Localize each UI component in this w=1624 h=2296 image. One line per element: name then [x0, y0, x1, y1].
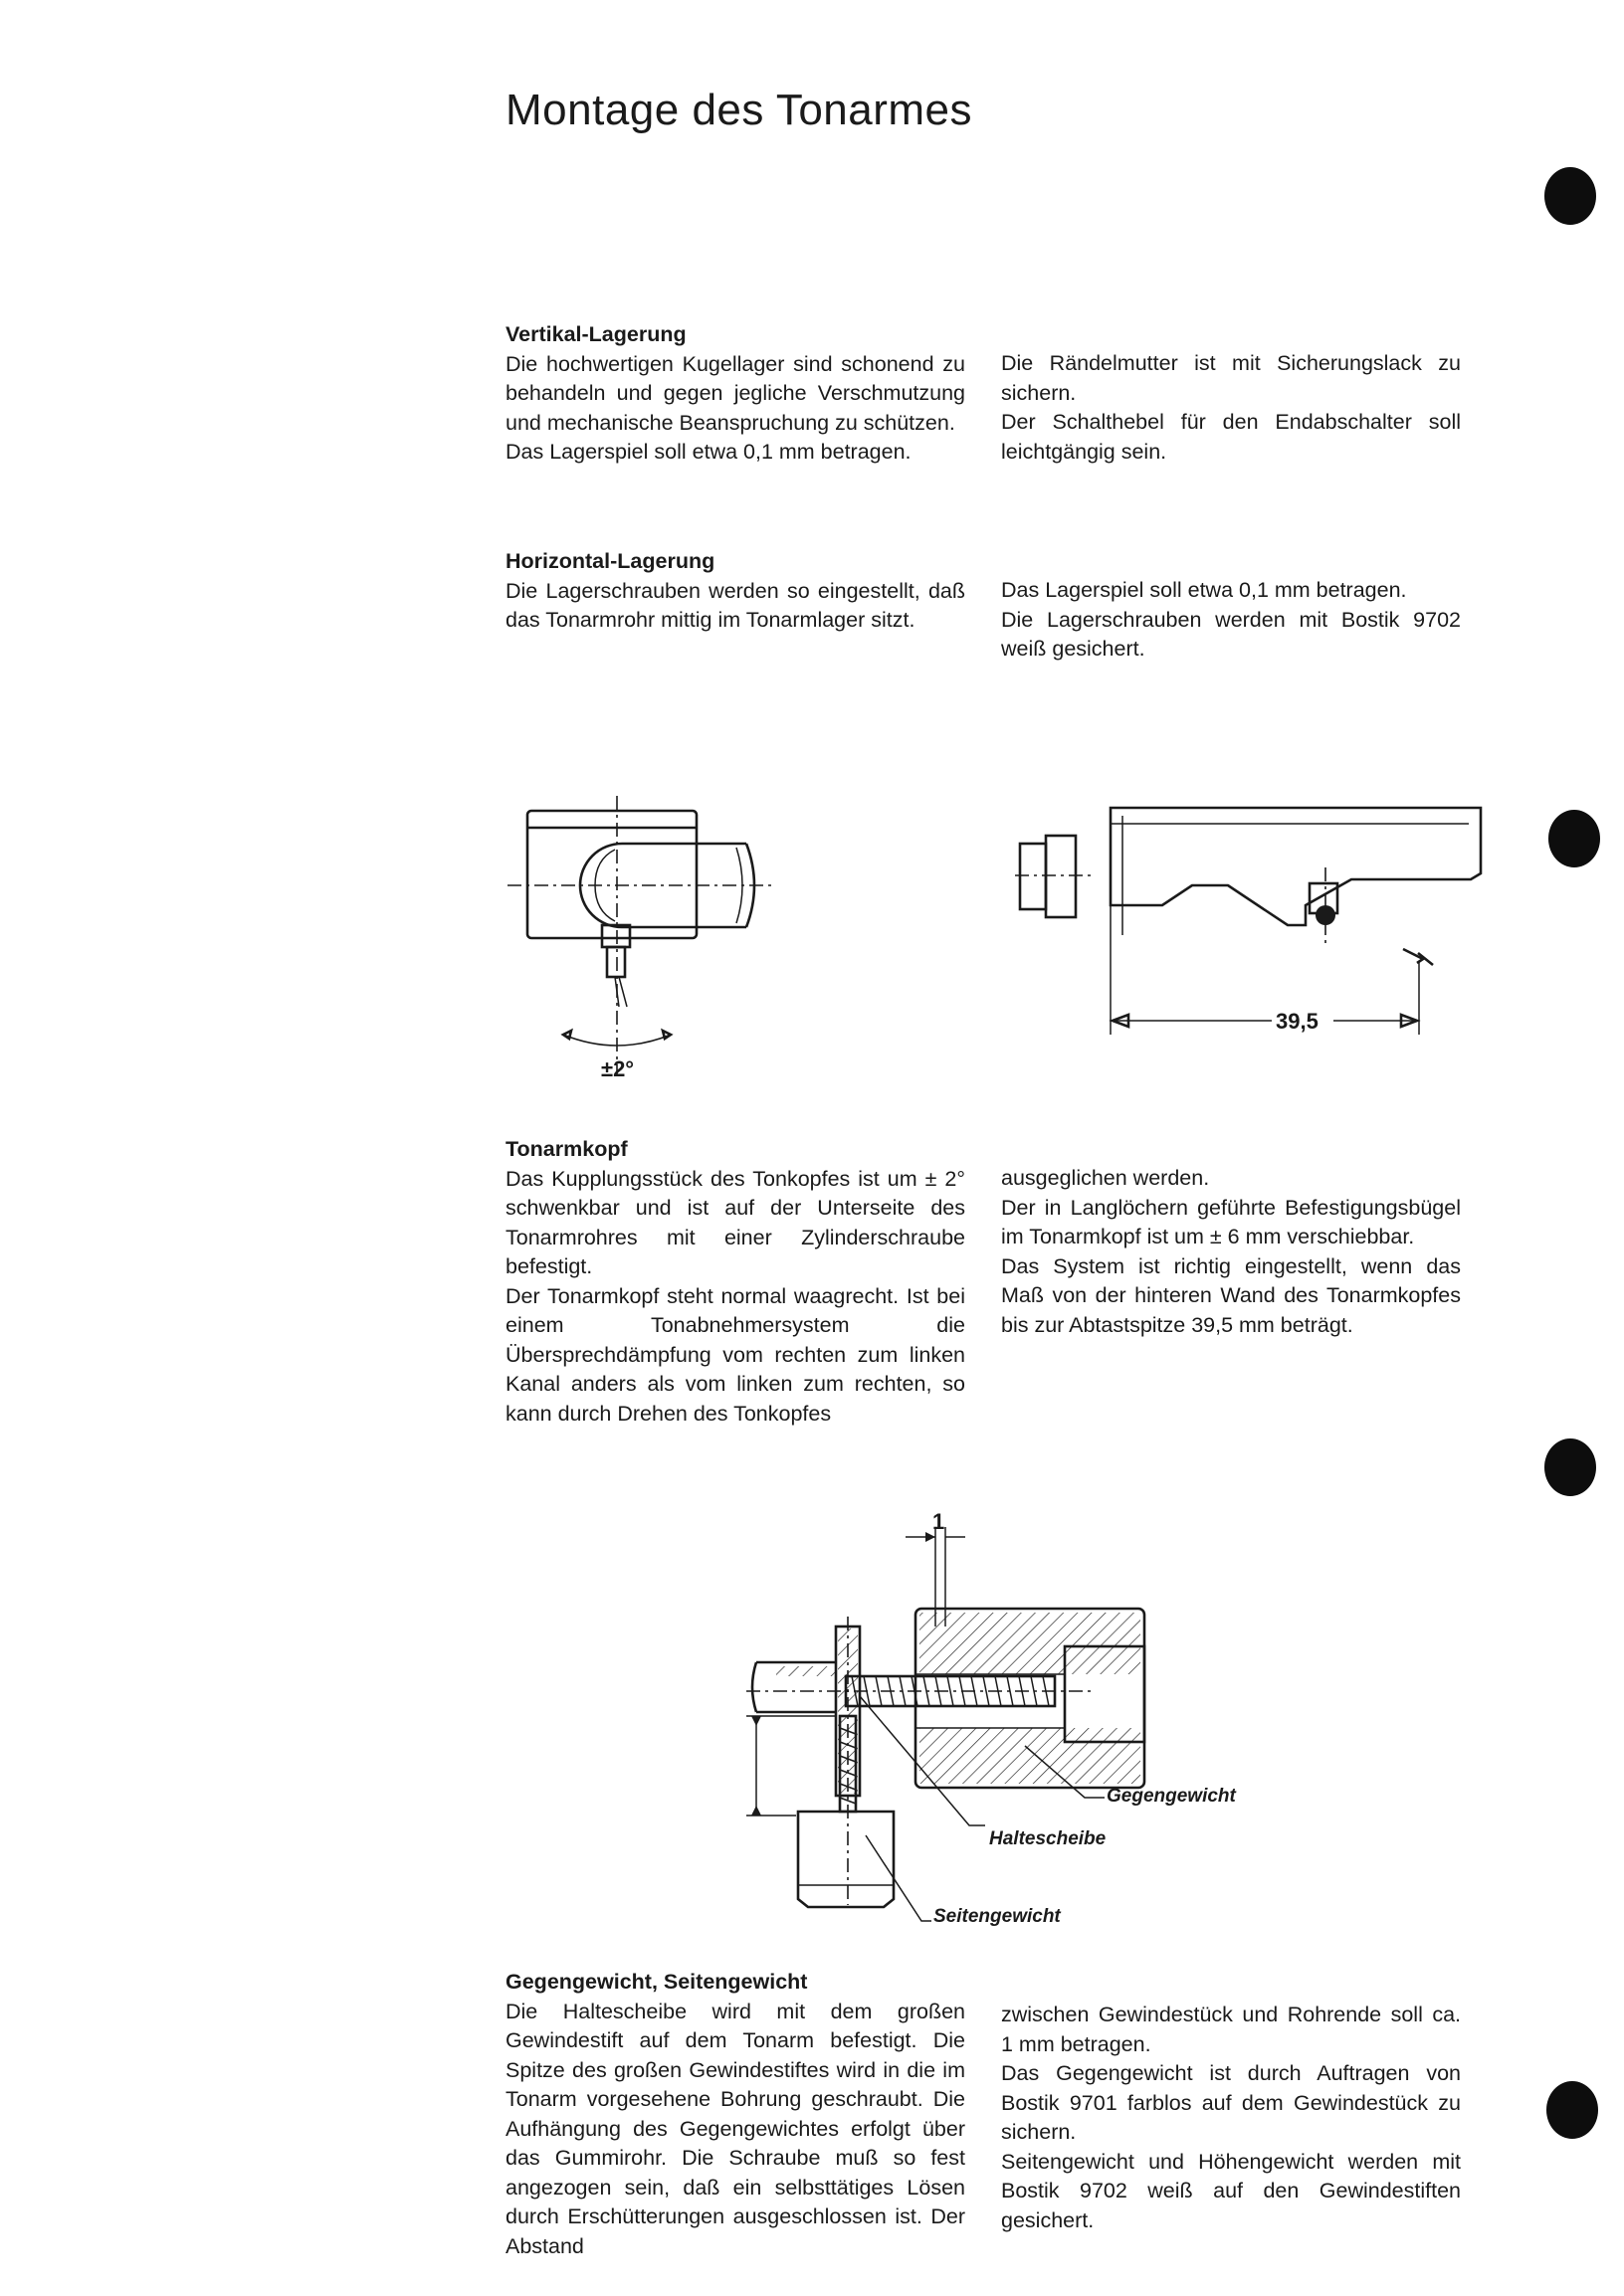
- vertikal-right-p2: Der Schalthebel für den Endabschalter soll leichtgängig sein.: [1001, 410, 1461, 464]
- label-seitengewicht: Seitengewicht: [933, 1906, 1061, 1927]
- gegengewicht-right-p2: Das Gegengewicht ist durch Auftragen von Bostik 9701 farblos auf dem Gewindestück zu sichern.: [1001, 2061, 1461, 2144]
- section-heading-horizontal: Horizontal-Lagerung: [506, 549, 715, 573]
- tonarmkopf-left-p2: Der Tonarmkopf steht normal waagrecht. Ist bei einem Tonabnehmersystem die Übersprechdämpfung vom rechten zum linken Kanal anders als vom linken zum rechten, so kann durch Drehen des Tonkopfes: [506, 1283, 965, 1426]
- vertikal-left-column: [506, 320, 965, 468]
- gegengewicht-right-column: [1001, 2001, 1461, 2235]
- section-heading-gegengewicht: Gegengewicht, Seitengewicht: [506, 1970, 808, 1994]
- horizontal-left-column: [506, 547, 965, 636]
- counterweight-gap-label: 1: [932, 1509, 945, 1534]
- gegengewicht-right-p3: Seitengewicht und Höhengewicht werden mit Bostik 9702 weiß auf den Gewindestiften gesichert.: [1001, 2149, 1461, 2232]
- punch-hole-4: [1546, 2081, 1598, 2139]
- horizontal-right-column: [1001, 576, 1461, 665]
- section-heading-vertikal: Vertikal-Lagerung: [506, 322, 687, 346]
- page-title: Montage des Tonarmes: [506, 86, 973, 134]
- tonarmkopf-left-p1: Das Kupplungsstück des Tonkopfes ist um ± 2° schwenkbar und ist auf der Unterseite des Tonarmrohres mit einer Zylinderschraube befestigt.: [506, 1166, 965, 1278]
- vertikal-left-p1: Die hochwertigen Kugellager sind schonend zu behandeln und gegen jegliche Verschmutzung und mechanische Beanspruchung zu schützen.: [506, 351, 965, 435]
- horizontal-right-p1: Das Lagerspiel soll etwa 0,1 mm betragen.: [1001, 578, 1407, 602]
- tonarmkopf-right-p1: ausgeglichen werden.: [1001, 1166, 1210, 1190]
- gegengewicht-left-column: [506, 1968, 965, 2261]
- tonarmkopf-left-column: [506, 1135, 965, 1429]
- vertikal-right-p1: Die Rändelmutter ist mit Sicherungslack zu sichern.: [1001, 351, 1461, 405]
- gegengewicht-right-p1: zwischen Gewindestück und Rohrende soll ca. 1 mm betragen.: [1001, 2003, 1461, 2056]
- horizontal-right-p2: Die Lagerschrauben werden mit Bostik 9702 weiß gesichert.: [1001, 607, 1461, 661]
- vertikal-left-p2: Das Lagerspiel soll etwa 0,1 mm betragen.: [506, 440, 912, 464]
- section-heading-tonarmkopf: Tonarmkopf: [506, 1137, 628, 1161]
- label-gegengewicht: Gegengewicht: [1107, 1786, 1236, 1807]
- headshell-diagram: [1015, 796, 1473, 1064]
- tonarmkopf-right-p3: Das System ist richtig eingestellt, wenn das Maß von der hinteren Wand des Tonarmkopfes bis zur Abtastspitze 39,5 mm beträgt.: [1001, 1253, 1461, 1337]
- vertikal-right-column: [1001, 349, 1461, 467]
- horizontal-left-p1: Die Lagerschrauben werden so eingestellt, daß das Tonarmrohr mittig im Tonarmlager sitzt.: [506, 578, 965, 632]
- coupling-angle-label: ±2°: [601, 1056, 635, 1081]
- headshell-dimension-label: 39,5: [1276, 1009, 1319, 1034]
- counterweight-diagram: [736, 1509, 1174, 1925]
- punch-hole-1: [1544, 167, 1596, 225]
- tonarmkopf-right-column: [1001, 1164, 1461, 1340]
- gegengewicht-left-p1: Die Haltescheibe wird mit dem großen Gewindestift auf dem Tonarm befestigt. Die Spitze des großen Gewindestiftes wird in die im Tonarm vorgesehene Bohrung geschraubt. Die Aufhängung des Gegengewichtes erfolgt über das Gummirohr. Die Schraube muß so fest angezogen sein, daß ein selbsttätiges Lösen durch Erschütterungen ausgeschlossen ist. Der Abstand: [506, 1999, 965, 2258]
- tonarmkopf-right-p2: Der in Langlöchern geführte Befestigungsbügel im Tonarmkopf ist um ± 6 mm verschiebbar.: [1001, 1195, 1461, 1248]
- punch-hole-3: [1544, 1438, 1596, 1496]
- label-haltescheibe: Haltescheibe: [989, 1828, 1107, 1849]
- punch-hole-2: [1548, 810, 1600, 867]
- coupling-pivot-diagram: [498, 786, 796, 1094]
